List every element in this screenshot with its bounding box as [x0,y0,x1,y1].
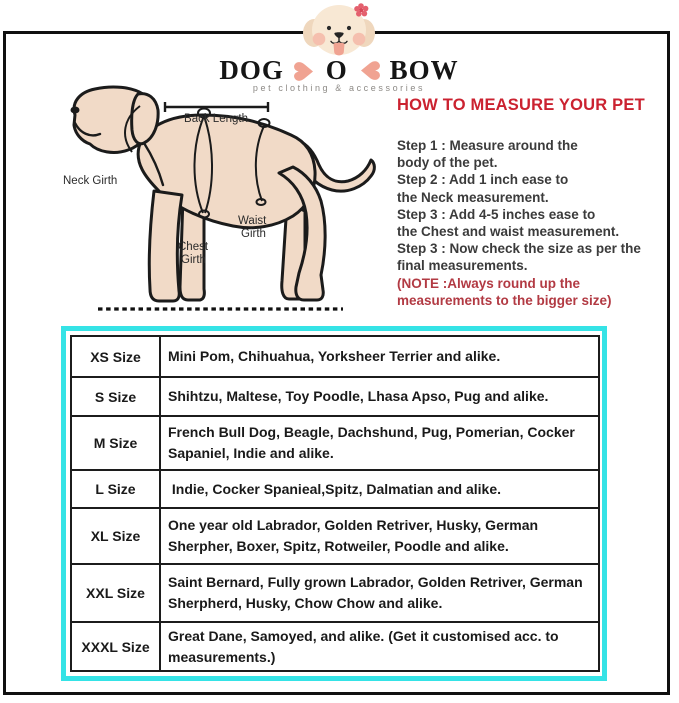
table-row [71,416,599,470]
chest-girth-label-line1: Chest [178,241,209,253]
breeds-cell: Mini Pom, Chihuahua, Yorksheer Terrier and alike. [160,336,599,377]
chest-girth-label-line2: Girth [181,254,206,266]
step-line: body of the pet. [397,155,498,171]
logo-eye-left [327,26,331,30]
size-cell: XXL Size [71,564,160,622]
brand-left: DOG [219,55,284,86]
size-cell: S Size [71,377,160,416]
brand-tagline: pet clothing & accessories [252,83,426,93]
dog-measurement-diagram [55,85,395,325]
step-line: Step 3 : Now check the size as per the [397,241,641,257]
back-length-label: Back Length [184,113,248,125]
size-table-container [61,326,607,681]
size-cell: M Size [71,416,160,470]
brand-wordmark [214,53,464,86]
breeds-cell: Saint Bernard, Fully grown Labrador, Golden Retriver, German Sherpherd, Husky, Chow Chow and alike. [160,564,599,622]
breeds-cell: French Bull Dog, Beagle, Dachshund, Pug, Pomerian, Cocker Sapaniel, Indie and alike. [160,416,599,470]
breeds-cell: Shihtzu, Maltese, Toy Poodle, Lhasa Apso, Pug and alike. [160,377,599,416]
brand-right: BOW [389,55,459,86]
table-row [71,508,599,564]
breeds-cell: Indie, Cocker Spanieal,Spitz, Dalmatian and alike. [160,470,599,508]
brand-mid: O [325,55,348,86]
instructions-steps [397,137,671,309]
size-cell: XXXL Size [71,622,160,671]
logo-eye-right [347,26,351,30]
dog-nose [71,107,80,114]
step-line: Step 3 : Add 4-5 inches ease to [397,206,596,222]
neck-girth-label: Neck Girth [63,175,118,187]
waist-girth-label-line1: Waist [238,215,267,227]
logo-cheek-right [353,33,366,46]
step-line: Step 1 : Measure around the [397,138,578,153]
logo-cheek-left [313,33,326,46]
step-line: final measurements. [397,258,528,274]
waist-girth-label-line2: Girth [241,228,266,240]
table-row [71,564,599,622]
table-row [71,336,599,377]
table-row [71,622,599,671]
step-line: the Chest and waist measurement. [397,224,620,240]
note-line: measurements to the bigger size) [397,292,612,308]
heart-icon: ♥ [353,58,384,83]
size-cell: XS Size [71,336,160,377]
flower-icon [354,3,368,16]
table-row [71,470,599,508]
heart-icon: ♥ [289,58,320,83]
breeds-cell: Great Dane, Samoyed, and alike. (Get it customised acc. to measurements.) [160,622,599,671]
breeds-cell: One year old Labrador, Golden Retriver, Husky, German Sherpher, Boxer, Spitz, Rotweiler, Poodle and alike. [160,508,599,564]
instructions-title: HOW TO MEASURE YOUR PET [397,96,645,114]
size-table [70,335,600,672]
note-line: (NOTE :Always round up the [397,275,581,291]
instructions-panel [397,96,671,309]
step-line: the Neck measurement. [397,189,549,205]
step-line: Step 2 : Add 1 inch ease to [397,172,569,188]
size-cell: XL Size [71,508,160,564]
size-cell: L Size [71,470,160,508]
table-row [71,377,599,416]
